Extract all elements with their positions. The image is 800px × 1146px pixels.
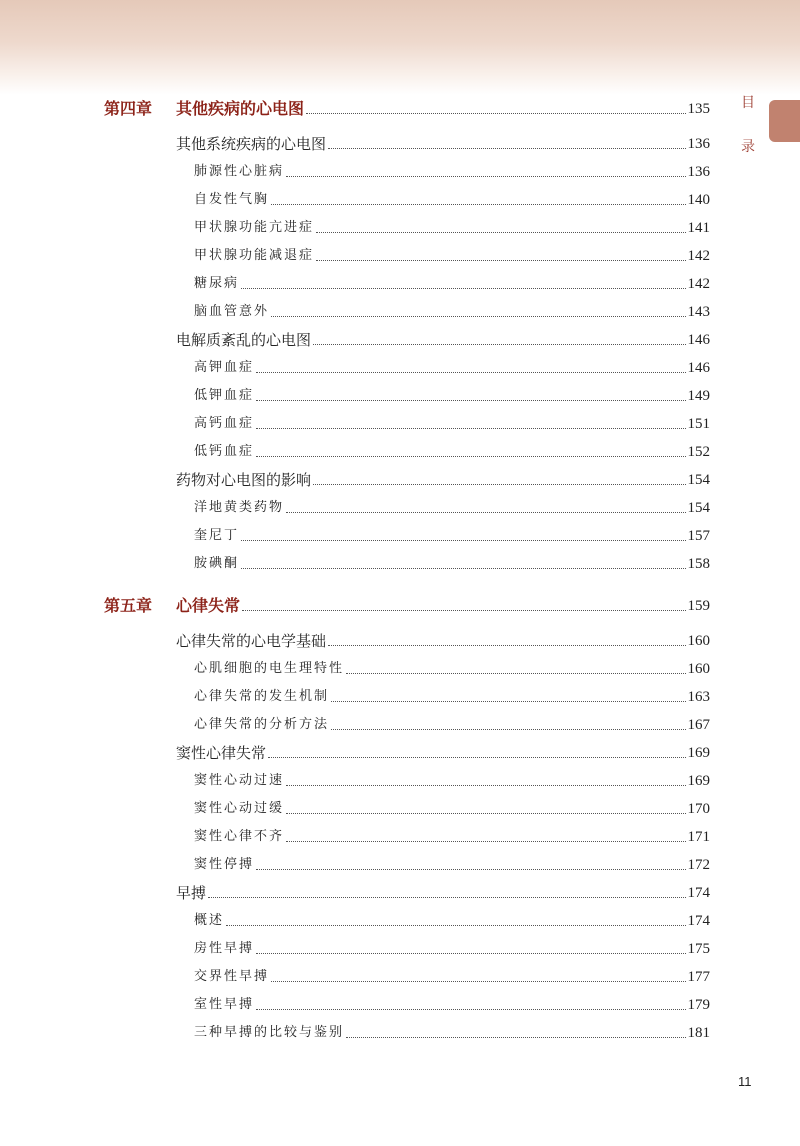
- toc-entry[interactable]: [194, 798, 710, 820]
- leader-dots: [256, 428, 685, 429]
- leader-dots: [328, 645, 685, 646]
- toc-entry[interactable]: [194, 994, 710, 1016]
- leader-dots: [268, 757, 685, 758]
- entry-title: 药物对心电图的影响: [176, 471, 312, 489]
- entry-title: 窦性心动过缓: [194, 801, 285, 816]
- page-ref: 171: [687, 829, 710, 845]
- page-ref: 154: [687, 472, 710, 488]
- page-ref: 177: [687, 969, 710, 985]
- entry-title: 洋地黄类药物: [194, 500, 285, 515]
- leader-dots: [226, 925, 685, 926]
- entry-title: 胺碘酮: [194, 556, 240, 571]
- entry-title: 窦性心动过速: [194, 773, 285, 788]
- page-ref: 135: [687, 101, 710, 117]
- toc-entry[interactable]: [194, 826, 710, 848]
- leader-dots: [271, 316, 685, 317]
- toc-entry[interactable]: [194, 553, 710, 575]
- leader-dots: [271, 981, 685, 982]
- entry-title: 高钾血症: [194, 360, 255, 375]
- page-ref: 146: [687, 332, 710, 348]
- entry-title: 心律失常的心电学基础: [176, 632, 327, 650]
- toc-entry[interactable]: [176, 469, 710, 491]
- entry-title: 窦性停搏: [194, 857, 255, 872]
- leader-dots: [286, 841, 685, 842]
- entry-title: 肺源性心脏病: [194, 164, 285, 179]
- entry-title: 其他系统疾病的心电图: [176, 135, 327, 153]
- leader-dots: [256, 1009, 685, 1010]
- entry-title: 甲状腺功能减退症: [194, 248, 315, 263]
- leader-dots: [313, 344, 685, 345]
- toc-entry[interactable]: [194, 1022, 710, 1044]
- leader-dots: [241, 288, 685, 289]
- leader-dots: [306, 113, 685, 114]
- toc-entry[interactable]: [194, 217, 710, 239]
- page-ref: 174: [687, 885, 710, 901]
- section-tab: [769, 100, 800, 142]
- entry-title: 窦性心律失常: [176, 744, 267, 762]
- entry-title: 甲状腺功能亢进症: [194, 220, 315, 235]
- page-ref: 140: [687, 192, 710, 208]
- toc-entry[interactable]: [194, 385, 710, 407]
- page-ref: 170: [687, 801, 710, 817]
- page-ref: 149: [687, 388, 710, 404]
- entry-title: 房性早搏: [194, 941, 255, 956]
- toc-entry[interactable]: [194, 686, 710, 708]
- leader-dots: [242, 610, 685, 611]
- leader-dots: [286, 512, 685, 513]
- leader-dots: [286, 785, 685, 786]
- leader-dots: [271, 204, 685, 205]
- page-ref: 169: [687, 745, 710, 761]
- toc-entry[interactable]: [176, 133, 710, 155]
- leader-dots: [346, 673, 685, 674]
- leader-dots: [316, 260, 685, 261]
- leader-dots: [328, 148, 685, 149]
- leader-dots: [256, 400, 685, 401]
- toc-chapter-5[interactable]: [104, 595, 710, 617]
- leader-dots: [331, 729, 685, 730]
- chapter-number: 第四章: [104, 99, 153, 118]
- entry-title: 三种早搏的比较与鉴别: [194, 1025, 345, 1040]
- entry-title: 自发性气胸: [194, 192, 270, 207]
- entry-title: 概述: [194, 913, 225, 928]
- entry-title: 心律失常的发生机制: [194, 689, 330, 704]
- leader-dots: [256, 953, 685, 954]
- page-ref: 163: [687, 689, 710, 705]
- toc-entry[interactable]: [194, 413, 710, 435]
- leader-dots: [256, 372, 685, 373]
- entry-title: 低钙血症: [194, 444, 255, 459]
- page-number: 11: [738, 1074, 752, 1089]
- chapter-number: 第五章: [104, 596, 153, 615]
- page-ref: 167: [687, 717, 710, 733]
- toc-entry[interactable]: [194, 854, 710, 876]
- toc-entry[interactable]: [194, 525, 710, 547]
- page-ref: 136: [687, 136, 710, 152]
- toc-entry[interactable]: [194, 273, 710, 295]
- page-ref: 160: [687, 633, 710, 649]
- page-ref: 158: [687, 556, 710, 572]
- toc-entry[interactable]: [176, 630, 710, 652]
- leader-dots: [331, 701, 685, 702]
- leader-dots: [208, 897, 685, 898]
- side-label-char-1: 目: [741, 95, 755, 111]
- chapter-title: 其他疾病的心电图: [176, 99, 305, 118]
- page-ref: 181: [687, 1025, 710, 1041]
- toc-entry[interactable]: [194, 714, 710, 736]
- side-label-char-2: 录: [741, 139, 755, 155]
- page-ref: 174: [687, 913, 710, 929]
- entry-title: 高钙血症: [194, 416, 255, 431]
- entry-title: 早搏: [176, 884, 207, 902]
- leader-dots: [286, 813, 685, 814]
- toc-entry[interactable]: [194, 189, 710, 211]
- page-ref: 136: [687, 164, 710, 180]
- entry-title: 心肌细胞的电生理特性: [194, 661, 345, 676]
- entry-title: 奎尼丁: [194, 528, 240, 543]
- toc-entry[interactable]: [176, 329, 710, 351]
- leader-dots: [286, 176, 685, 177]
- toc-entry[interactable]: [176, 742, 710, 764]
- toc-chapter-4[interactable]: [104, 98, 710, 120]
- leader-dots: [256, 869, 685, 870]
- page-ref: 154: [687, 500, 710, 516]
- entry-title: 心律失常的分析方法: [194, 717, 330, 732]
- page-ref: 152: [687, 444, 710, 460]
- page-ref: 157: [687, 528, 710, 544]
- toc-entry[interactable]: [194, 658, 710, 680]
- toc-entry[interactable]: [176, 882, 710, 904]
- leader-dots: [313, 484, 685, 485]
- leader-dots: [346, 1037, 685, 1038]
- toc-entry[interactable]: [194, 910, 710, 932]
- entry-title: 电解质紊乱的心电图: [176, 331, 312, 349]
- toc-entry[interactable]: [194, 357, 710, 379]
- toc-entry[interactable]: [194, 245, 710, 267]
- toc-entry[interactable]: [194, 497, 710, 519]
- page-ref: 175: [687, 941, 710, 957]
- page-ref: 143: [687, 304, 710, 320]
- leader-dots: [241, 568, 685, 569]
- entry-title: 交界性早搏: [194, 969, 270, 984]
- page-ref: 179: [687, 997, 710, 1013]
- entry-title: 低钾血症: [194, 388, 255, 403]
- page-ref: 151: [687, 416, 710, 432]
- toc-entry[interactable]: [194, 938, 710, 960]
- entry-title: 窦性心律不齐: [194, 829, 285, 844]
- toc-entry[interactable]: [194, 441, 710, 463]
- toc-side-label: [738, 96, 758, 154]
- entry-title: 室性早搏: [194, 997, 255, 1012]
- chapter-title: 心律失常: [176, 596, 241, 615]
- page-ref: 141: [687, 220, 710, 236]
- leader-dots: [256, 456, 685, 457]
- page-ref: 169: [687, 773, 710, 789]
- leader-dots: [241, 540, 685, 541]
- entry-title: 脑血管意外: [194, 304, 270, 319]
- page-ref: 159: [687, 598, 710, 614]
- page-ref: 172: [687, 857, 710, 873]
- page-ref: 146: [687, 360, 710, 376]
- leader-dots: [316, 232, 685, 233]
- page-ref: 142: [687, 248, 710, 264]
- entry-title: 糖尿病: [194, 276, 240, 291]
- toc-entry[interactable]: [194, 161, 710, 183]
- page-ref: 142: [687, 276, 710, 292]
- toc-entry[interactable]: [194, 770, 710, 792]
- page-ref: 160: [687, 661, 710, 677]
- toc-entry[interactable]: [194, 966, 710, 988]
- header-band: [0, 0, 800, 95]
- toc-entry[interactable]: [194, 301, 710, 323]
